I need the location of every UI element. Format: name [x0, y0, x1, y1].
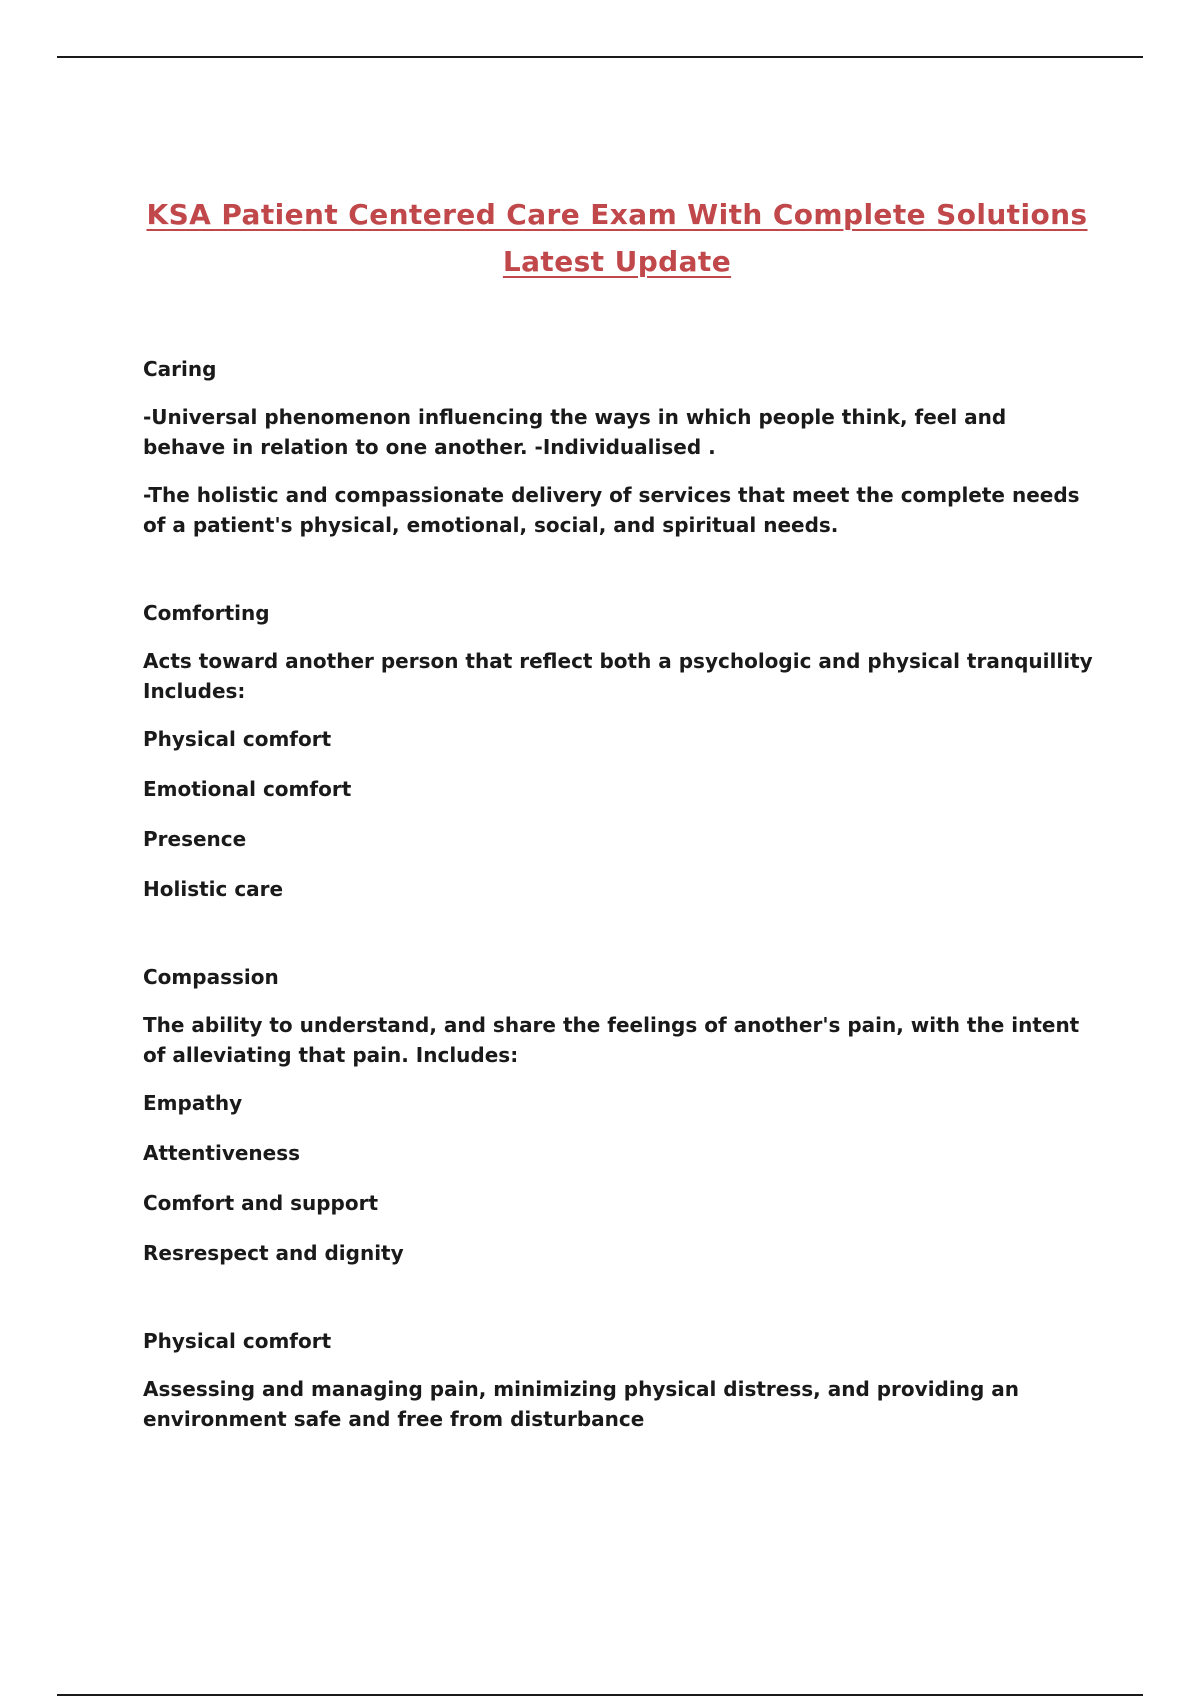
- definition-paragraph: The ability to understand, and share the feelings of another's pain, with the intent of alleviating that pain. Includes:: [143, 1013, 1080, 1067]
- title-line-1: KSA Patient Centered Care Exam With Complete Solutions: [146, 198, 1088, 231]
- list-item: Attentiveness: [143, 1141, 301, 1165]
- definition-paragraph: Assessing and managing pain, minimizing physical distress, and providing an environment safe and free from disturbance: [143, 1377, 1019, 1431]
- term-heading: Caring: [143, 357, 217, 381]
- document-title: [0, 191, 1200, 285]
- term-heading: Compassion: [143, 965, 279, 989]
- title-line-2: Latest Update: [502, 245, 732, 278]
- definition-paragraph: -Universal phenomenon influencing the ways in which people think, feel and behave in relation to one another. -Individualised .: [143, 405, 1007, 459]
- list-item: Comfort and support: [143, 1191, 379, 1215]
- bottom-rule: [57, 1694, 1143, 1696]
- document-body: [143, 354, 1093, 1492]
- list-item: Presence: [143, 827, 247, 851]
- term-heading: Physical comfort: [143, 1329, 332, 1353]
- list-item: Holistic care: [143, 877, 284, 901]
- list-item: Emotional comfort: [143, 777, 352, 801]
- list-item: Empathy: [143, 1091, 243, 1115]
- list-item: Resrespect and dignity: [143, 1241, 404, 1265]
- term-heading: Comforting: [143, 601, 270, 625]
- section-comforting: [143, 598, 1093, 904]
- section-physical-comfort: [143, 1326, 1093, 1434]
- section-compassion: [143, 962, 1093, 1268]
- top-rule: [57, 56, 1143, 58]
- list-item: Physical comfort: [143, 727, 332, 751]
- definition-paragraph: -The holistic and compassionate delivery of services that meet the complete needs of a patient's physical, emotional, social, and spiritual needs.: [143, 483, 1080, 537]
- definition-paragraph: Acts toward another person that reflect both a psychologic and physical tranquillity Includes:: [143, 649, 1093, 703]
- section-caring: [143, 354, 1093, 540]
